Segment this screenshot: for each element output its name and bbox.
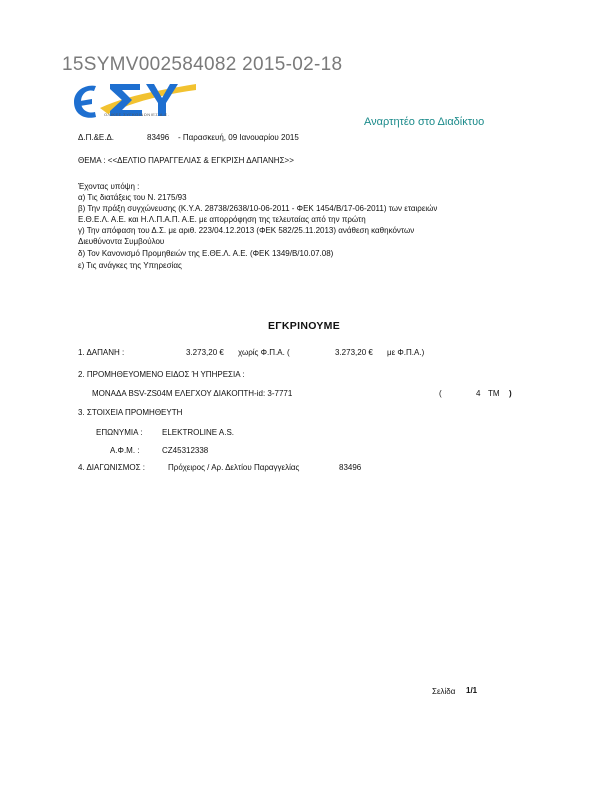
item-qty-open: (	[439, 389, 442, 398]
expense-label: 1. ΔΑΠΑΝΗ :	[78, 348, 125, 357]
item-description: ΜΟΝΑΔΑ BSV-ZS04M ΕΛΕΓΧΟΥ ΔΙΑΚΟΠΤΗ-id: 3-7771	[92, 389, 293, 398]
item-label: 2. ΠΡΟΜΗΘΕΥΟΜΕΝΟ ΕΙΔΟΣ Ή ΥΠΗΡΕΣΙΑ :	[78, 370, 245, 379]
approval-heading: ΕΓΚΡΙΝΟΥΜΕ	[268, 320, 341, 332]
consideration-c: γ) Την απόφαση του Δ.Σ. με αριθ. 223/04.12.2013 (ΦΕΚ 582/25.11.2013) ανάθεση καθηκόντων	[78, 226, 415, 235]
supplier-label: 3. ΣΤΟΙΧΕΙΑ ΠΡΟΜΗΘΕΥΤΗ	[78, 408, 183, 417]
expense-amount-inc-vat: 3.273,20 €	[335, 348, 373, 357]
consideration-d: δ) Τον Κανονισμό Προμηθειών της Ε.ΘΕ.Λ. Α.Ε. (ΦΕΚ 1349/Β/10.07.08)	[78, 249, 334, 258]
page-number: 1/1	[466, 686, 478, 695]
supplier-afm-label: Α.Φ.Μ. :	[110, 446, 140, 455]
expense-inc-vat-label: με Φ.Π.Α.)	[387, 348, 425, 357]
online-publication-label: Αναρτητέο στο Διαδίκτυο	[364, 116, 485, 128]
registry-watermark: 15SYMV002584082 2015-02-18	[62, 54, 343, 75]
tender-text: Πρόχειρος / Αρ. Δελτίου Παραγγελίας	[168, 463, 300, 472]
tender-label: 4. ΔΙΑΓΩΝΙΣΜΟΣ :	[78, 463, 145, 472]
consideration-e: ε) Τις ανάγκες της Υπηρεσίας	[78, 261, 182, 270]
department-code: Δ.Π.&Ε.Δ.	[78, 133, 115, 142]
consideration-b-cont: Ε.Θ.Ε.Λ. Α.Ε. και Η.Λ.Π.Α.Π. Α.Ε. με απορρόφηση της τελευταίας από την πρώτη	[78, 215, 366, 224]
item-qty-close: )	[509, 389, 512, 398]
expense-amount-ex-vat: 3.273,20 €	[186, 348, 224, 357]
document-number: 83496	[147, 133, 170, 142]
consideration-b: β) Την πράξη συγχώνευσης (Κ.Υ.Α. 28738/2638/10-06-2011 - ΦΕΚ 1454/Β/17-06-2011) των εταιρειών	[78, 204, 438, 213]
expense-ex-vat-label: χωρίς Φ.Π.Α. (	[238, 348, 290, 357]
supplier-name: ELEKTROLINE A.S.	[162, 428, 235, 437]
item-quantity: 4	[476, 389, 481, 398]
consideration-c-cont: Διευθύνοντα Συμβούλου	[78, 237, 165, 246]
document-date: - Παρασκευή, 09 Ιανουαρίου 2015	[178, 133, 299, 142]
tender-order-number: 83496	[339, 463, 362, 472]
page-label: Σελίδα	[432, 687, 456, 696]
supplier-afm: CZ45312338	[162, 446, 209, 455]
logo-subtitle: ΟΛΙΚΕΣ ΣΥΓΚΟΙΝΩΝΙΕΣ Α.Ε.	[104, 112, 170, 117]
subject-line: ΘΕΜΑ : <<ΔΕΛΤΙΟ ΠΑΡΑΓΓΕΛΙΑΣ & ΕΓΚΡΙΣΗ ΔΑΠΑΝΗΣ>>	[78, 156, 294, 165]
considerations-intro: Έχοντας υπόψη :	[78, 182, 140, 191]
consideration-a: α) Τις διατάξεις του Ν. 2175/93	[78, 193, 187, 202]
supplier-name-label: ΕΠΩΝΥΜΙΑ :	[96, 428, 143, 437]
item-unit: ΤΜ	[488, 389, 500, 398]
